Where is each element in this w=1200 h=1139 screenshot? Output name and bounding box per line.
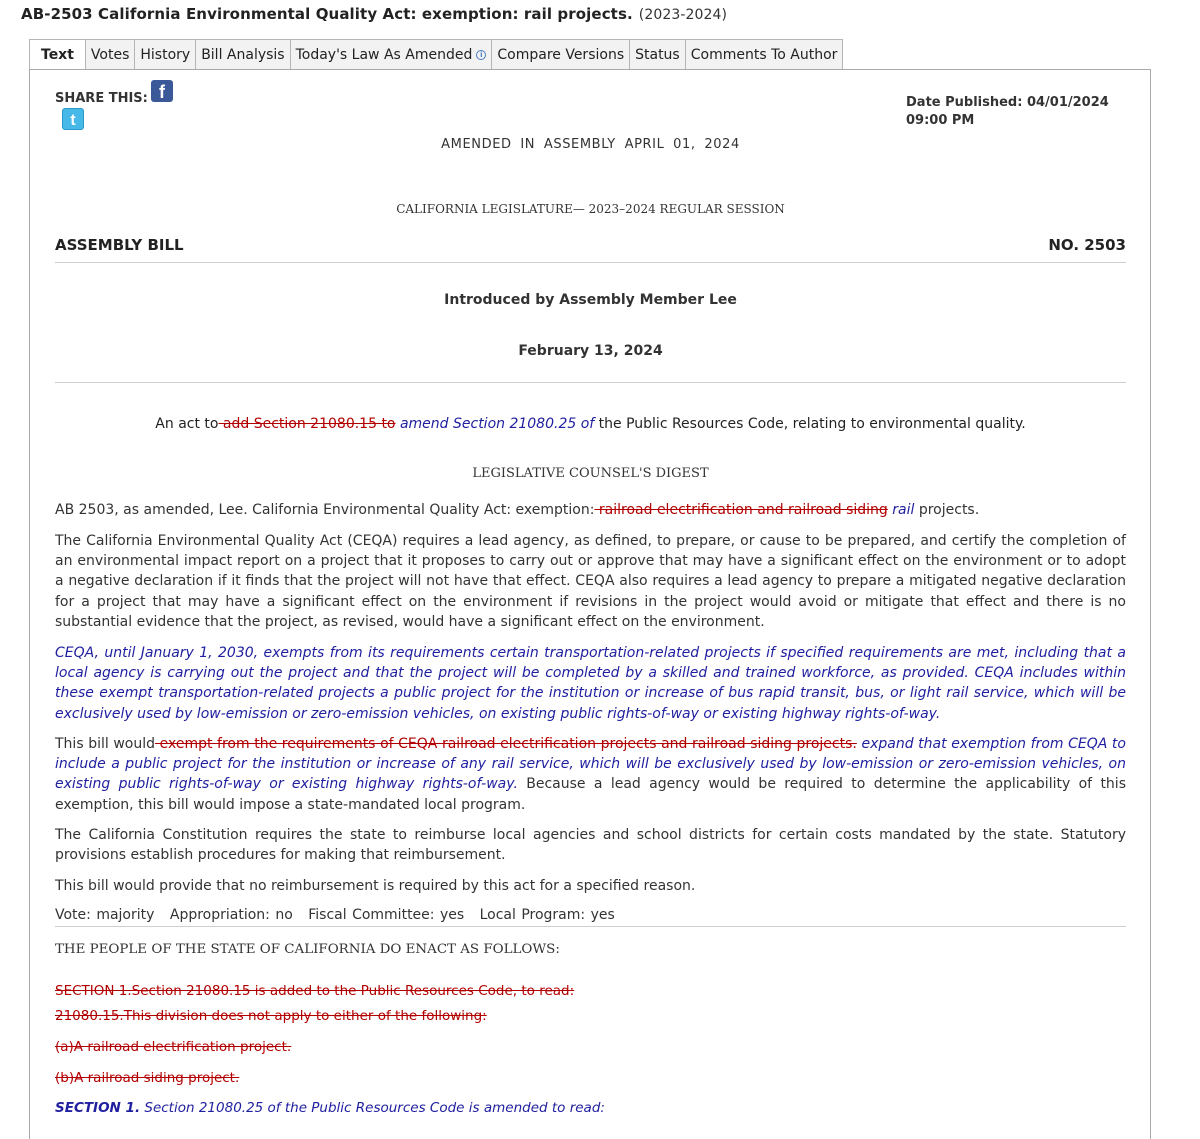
twitter-icon[interactable]: t [62,108,84,130]
bill-session: (2023-2024) [638,7,728,23]
deleted-section-item-a: (a)A railroad electrification project. [55,1039,292,1055]
act-text-start: An act to [155,416,219,432]
this-bill-deleted: exempt from the requirements of CEQA railroad electrification projects and railroad siding projects. [155,736,857,752]
paragraph-this-bill [55,734,1126,815]
act-deleted-text: add Section 21080.15 to [218,416,396,432]
paragraph-ceqa: The California Environmental Quality Act (CEQA) requires a lead agency, as defined, to prepare, or cause to be prepared, and certify the completion of an environmental impact report on a project that it proposes to carry out or approve that may have a significant effect on the environment or to adopt a negative declaration if it finds that the project will not have that effect. CEQA also requires a lead agency to prepare a mitigated negative declaration for a project that may have a significant effect on the environment if revisions in the project would avoid or mitigate that effect and there is no substantial evidence that the project, as revised, would have a significant effect on the environment. [55,533,1126,630]
tab-compare-versions[interactable]: Compare Versions [492,39,630,69]
inserted-section-text: Section 21080.25 of the Public Resources Code is amended to read: [140,1100,605,1116]
bill-number: NO. 2503 [1048,236,1126,254]
introduced-by: Introduced by Assembly Member Lee [444,292,737,308]
enacting-clause: THE PEOPLE OF THE STATE OF CALIFORNIA DO ENACT AS FOLLOWS: [55,942,560,957]
digest-summary-inserted: rail [887,502,915,518]
bill-header [55,236,1126,263]
act-text-end: the Public Resources Code, relating to environmental quality. [594,416,1026,432]
facebook-icon[interactable]: f [151,80,173,102]
local-program: Local Program: yes [479,907,615,923]
info-icon[interactable]: i [476,50,486,60]
bill-title [21,5,727,23]
date-published [906,94,1109,130]
share-label: SHARE THIS: [55,91,148,106]
deleted-section-item-b: (b)A railroad siding project. [55,1070,240,1086]
digest-summary-start: AB 2503, as amended, Lee. California Environmental Quality Act: exemption: [55,502,595,518]
act-inserted-text: amend Section 21080.25 of [395,416,595,432]
this-bill-start: This bill would [55,736,156,752]
this-bill-inserted: expand that exemption from CEQA to include a public project for the institution or increase of any rail service, which will be exclusively used by low-emission or zero-emission vehicles, on existing public rights-of-way or existing highway rights-of-way. [55,736,1126,793]
digest-summary [55,500,1126,520]
appropriation: Appropriation: no [169,907,293,923]
digest-summary-end: projects. [914,502,980,518]
tab-comments-to-author[interactable]: Comments To Author [686,39,844,69]
bill-title-text: AB-2503 California Environmental Quality Act: exemption: rail projects. [21,5,633,23]
fiscal-committee: Fiscal Committee: yes [308,907,465,923]
vote-summary [55,907,625,923]
tab-history[interactable]: History [135,39,196,69]
legislature-session: CALIFORNIA LEGISLATURE— 2023–2024 REGULAR SESSION [396,202,785,216]
date-published-line1: Date Published: 04/01/2024 [906,95,1109,110]
inserted-section-heading [55,1100,605,1116]
tab-status[interactable]: Status [630,39,686,69]
digest-title: LEGISLATIVE COUNSEL'S DIGEST [472,466,709,481]
date-published-line2: 09:00 PM [906,113,975,128]
divider [55,926,1126,927]
tab-votes[interactable]: Votes [86,39,135,69]
tab-bar [29,39,843,69]
paragraph-constitution: The California Constitution requires the state to reimburse local agencies and school districts for certain costs mandated by the state. Statutory provisions establish procedures for making that reimbursement. [55,827,1126,864]
paragraph-reimbursement: This bill would provide that no reimbursement is required by this act for a specified reason. [55,878,696,894]
tab-bill-analysis[interactable]: Bill Analysis [196,39,290,69]
act-title [55,416,1126,432]
introduced-date: February 13, 2024 [518,343,663,359]
vote-type: Vote: majority [55,907,155,923]
digest-summary-deleted: railroad electrification and railroad siding [594,502,888,518]
tab-todays-law-label: Today's Law As Amended [295,47,473,63]
this-bill-end: Because a lead agency would be required to determine the applicability of this exemption, this bill would impose a state-mandated local program. [55,776,1126,813]
divider [55,382,1126,383]
tab-text[interactable]: Text [29,39,86,70]
paragraph-exemption: CEQA, until January 1, 2030, exempts from its requirements certain transportation-related projects if specified requirements are met, including that a local agency is carrying out the project and that the project will be completed by a skilled and trained workforce, as provided. CEQA includes within these exempt transportation-related projects a public project for the institution or increase of bus rapid transit, bus, or light rail service, which will be exclusively used by low-emission or zero-emission vehicles, on existing public rights-of-way or existing highway rights-of-way. [55,645,1126,722]
deleted-section-heading: SECTION 1.Section 21080.15 is added to the Public Resources Code, to read: [55,983,575,999]
inserted-section-label: SECTION 1. [55,1100,141,1116]
deleted-section-intro: 21080.15.This division does not apply to either of the following: [55,1008,487,1024]
bill-type: ASSEMBLY BILL [55,236,184,254]
amended-notice: AMENDED IN ASSEMBLY APRIL 01, 2024 [441,137,740,152]
tab-todays-law[interactable] [291,39,493,69]
